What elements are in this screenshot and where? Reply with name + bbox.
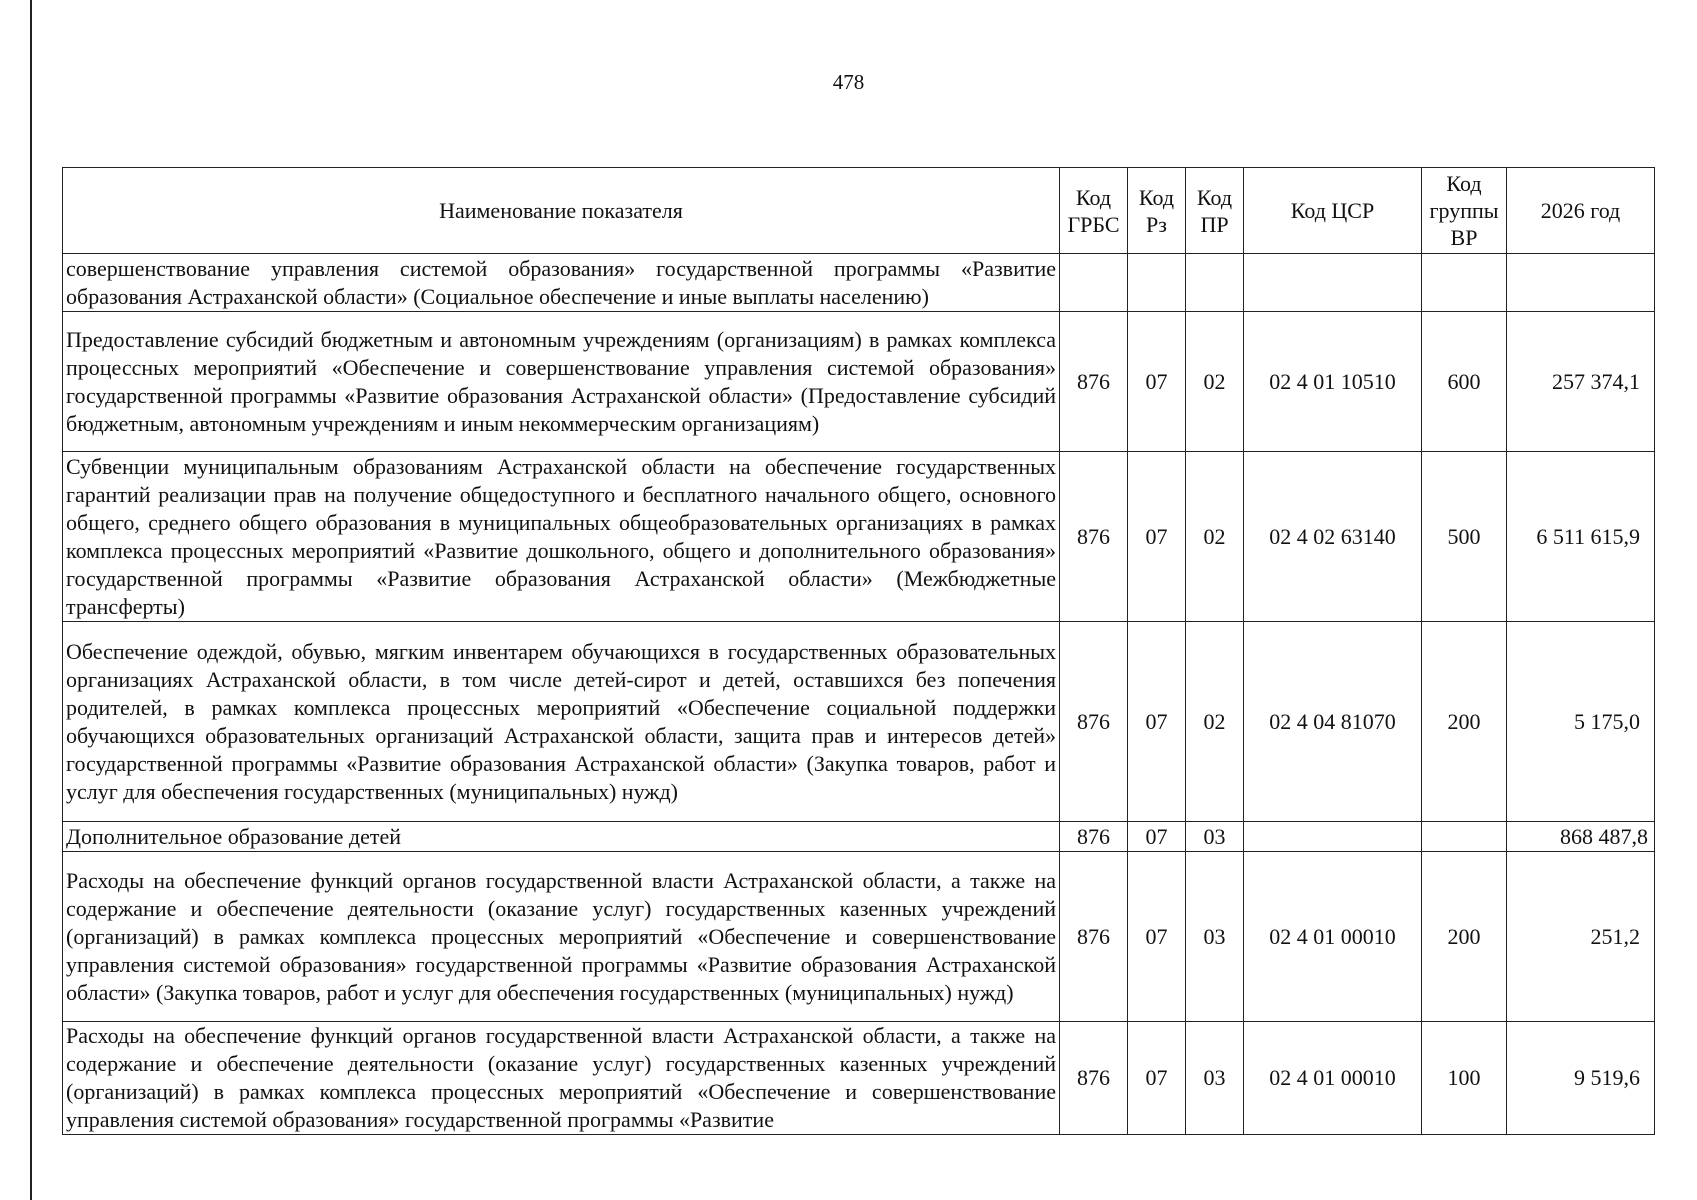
cell-csr: [1244, 254, 1422, 312]
cell-rz: 07: [1128, 622, 1186, 822]
header-rz: Код Рз: [1128, 168, 1186, 254]
cell-vr: 600: [1422, 312, 1507, 452]
cell-rz: 07: [1128, 452, 1186, 622]
cell-rz: 07: [1128, 1022, 1186, 1135]
table-row: [63, 312, 1655, 452]
header-grbs: Код ГРБС: [1060, 168, 1128, 254]
table-header: [63, 168, 1655, 254]
cell-pr: 03: [1186, 822, 1244, 852]
cell-amount: 257 374,1: [1507, 312, 1655, 452]
cell-vr: [1422, 822, 1507, 852]
cell-name: Дополнительное образование детей: [63, 822, 1060, 852]
cell-amount: [1507, 254, 1655, 312]
table-row: [63, 1022, 1655, 1135]
cell-rz: 07: [1128, 312, 1186, 452]
header-vr: Код группы ВР: [1422, 168, 1507, 254]
cell-vr: 500: [1422, 452, 1507, 622]
cell-pr: 02: [1186, 622, 1244, 822]
table-body: [63, 254, 1655, 1135]
cell-amount: 868 487,8: [1507, 822, 1655, 852]
header-year: 2026 год: [1507, 168, 1655, 254]
page-number: 478: [832, 70, 865, 94]
cell-rz: 07: [1128, 822, 1186, 852]
budget-table-container: [62, 167, 1654, 1135]
cell-csr: 02 4 01 00010: [1244, 852, 1422, 1022]
header-csr: Код ЦСР: [1244, 168, 1422, 254]
cell-grbs: [1060, 254, 1128, 312]
cell-name: Обеспечение одеждой, обувью, мягким инвентарем обучающихся в государственных образовательных организациях Астраханской области, в том числе детей-сирот и детей, оставшихся без попечения родителей, в рамках комплекса процессных мероприятий «Обеспечение социальной поддержки обучающихся образовательных организаций Астраханской области, защита прав и интересов детей» государственной программы «Развитие образования Астраханской области» (Закупка товаров, работ и услуг для обеспечения государственных (муниципальных) нужд): [63, 622, 1060, 822]
cell-pr: [1186, 254, 1244, 312]
cell-csr: 02 4 01 00010: [1244, 1022, 1422, 1135]
cell-csr: 02 4 04 81070: [1244, 622, 1422, 822]
table-row: [63, 452, 1655, 622]
cell-amount: 9 519,6: [1507, 1022, 1655, 1135]
table-row: [63, 852, 1655, 1022]
cell-pr: 02: [1186, 312, 1244, 452]
cell-grbs: 876: [1060, 852, 1128, 1022]
cell-csr: [1244, 822, 1422, 852]
table-row: [63, 254, 1655, 312]
cell-grbs: 876: [1060, 452, 1128, 622]
cell-name: Субвенции муниципальным образованиям Астраханской области на обеспечение государственных гарантий реализации прав на получение общедоступного и бесплатного начального общего, основного общего, среднего общего образования в муниципальных общеобразовательных организациях в рамках комплекса процессных мероприятий «Развитие дошкольного, общего и дополнительного образования» государственной программы «Развитие образования Астраханской области» (Межбюджетные трансферты): [63, 452, 1060, 622]
cell-name: совершенствование управления системой образования» государственной программы «Развитие образования Астраханской области» (Социальное обеспечение и иные выплаты населению): [63, 254, 1060, 312]
cell-vr: 100: [1422, 1022, 1507, 1135]
cell-vr: 200: [1422, 852, 1507, 1022]
header-name: Наименование показателя: [63, 168, 1060, 254]
cell-vr: 200: [1422, 622, 1507, 822]
cell-grbs: 876: [1060, 622, 1128, 822]
cell-pr: 02: [1186, 452, 1244, 622]
cell-grbs: 876: [1060, 1022, 1128, 1135]
cell-csr: 02 4 02 63140: [1244, 452, 1422, 622]
cell-rz: 07: [1128, 852, 1186, 1022]
header-pr: Код ПР: [1186, 168, 1244, 254]
cell-amount: 6 511 615,9: [1507, 452, 1655, 622]
budget-table: [62, 167, 1655, 1135]
cell-vr: [1422, 254, 1507, 312]
cell-pr: 03: [1186, 852, 1244, 1022]
table-row: [63, 622, 1655, 822]
cell-name: Расходы на обеспечение функций органов государственной власти Астраханской области, а также на содержание и обеспечение деятельности (оказание услуг) государственных казенных учреждений (организаций) в рамках комплекса процессных мероприятий «Обеспечение и совершенствование управления системой образования» государственной программы «Развитие образования Астраханской области» (Закупка товаров, работ и услуг для обеспечения государственных (муниципальных) нужд): [63, 852, 1060, 1022]
cell-pr: 03: [1186, 1022, 1244, 1135]
cell-amount: 251,2: [1507, 852, 1655, 1022]
cell-grbs: 876: [1060, 312, 1128, 452]
cell-rz: [1128, 254, 1186, 312]
table-group-row: [63, 822, 1655, 852]
cell-name: Предоставление субсидий бюджетным и автономным учреждениям (организациям) в рамках комплекса процессных мероприятий «Обеспечение и совершенствование управления системой образования» государственной программы «Развитие образования Астраханской области» (Предоставление субсидий бюджетным, автономным учреждениям и иным некоммерческим организациям): [63, 312, 1060, 452]
cell-name: Расходы на обеспечение функций органов государственной власти Астраханской области, а также на содержание и обеспечение деятельности (оказание услуг) государственных казенных учреждений (организаций) в рамках комплекса процессных мероприятий «Обеспечение и совершенствование управления системой образования» государственной программы «Развитие: [63, 1022, 1060, 1135]
left-margin-line: [30, 0, 32, 1200]
cell-amount: 5 175,0: [1507, 622, 1655, 822]
cell-csr: 02 4 01 10510: [1244, 312, 1422, 452]
cell-grbs: 876: [1060, 822, 1128, 852]
